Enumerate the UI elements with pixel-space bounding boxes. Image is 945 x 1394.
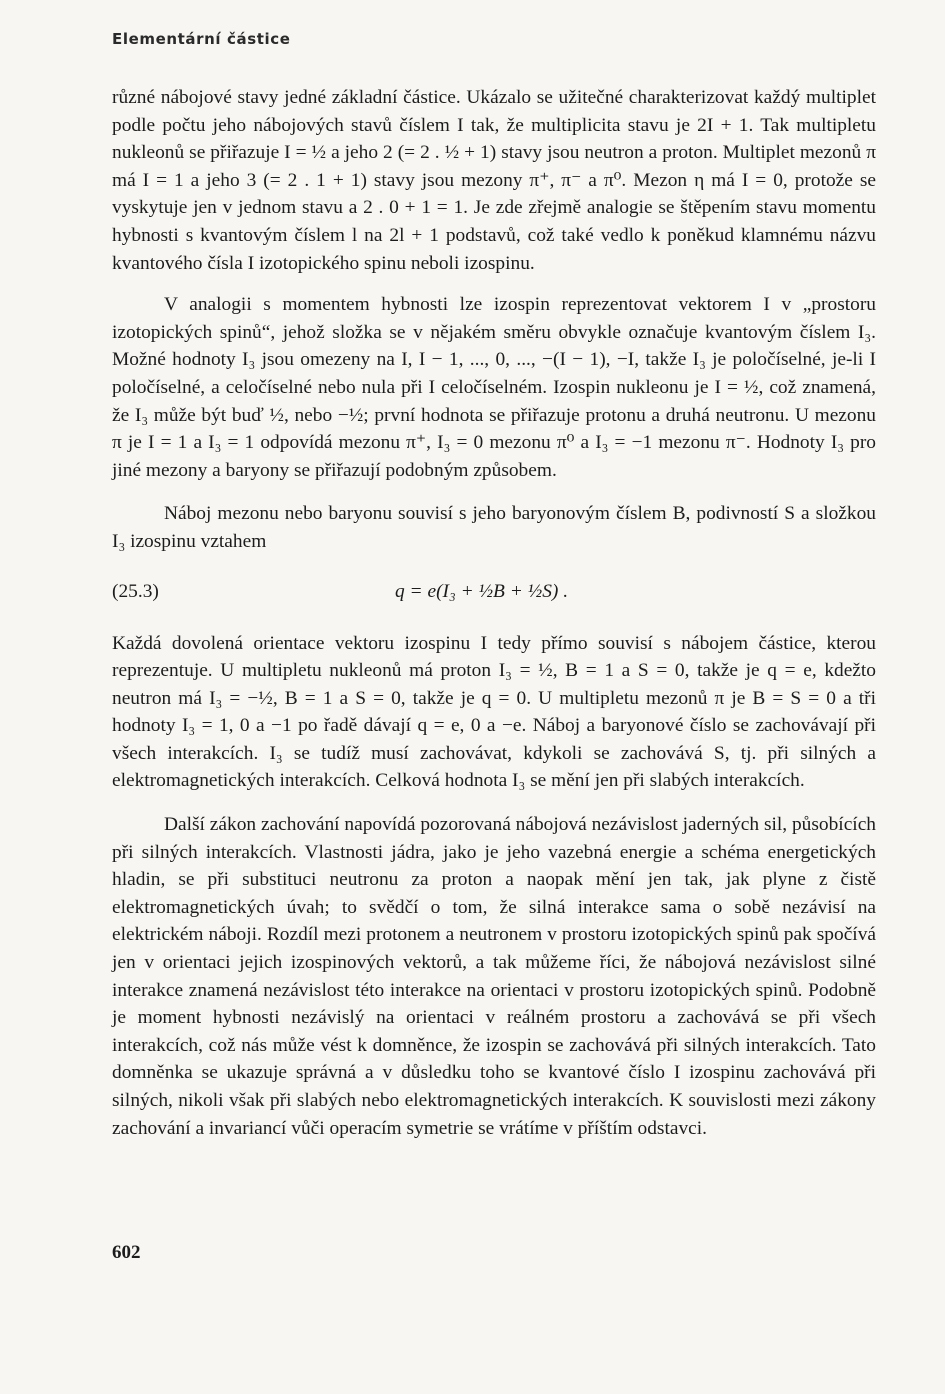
paragraph-4: Každá dovolená orientace vektoru izospinu I tedy přímo souvisí s nábojem částice, kterou reprezentuje. U multipletu nukleonů má proton I₃ = ½, B = 1 a S = 0, takže je q = e, kdežto neutron má I₃ = −½, B = 1 a S = 0, takže je q = 0. U multipletu mezonů π je B = S = 0 a tři hodnoty I₃ = 1, 0 a −1 po řadě dávají q = e, 0 a −e. Náboj a baryonové číslo se zachovávají při všech interakcích. I₃ se tudíž musí zachovávat, kdykoli se zachovává S, tj. při silných a elektromagnetických interakcích. Celková hodnota I₃ se mění jen při slabých interakcích.	[112, 632, 876, 792]
equation-formula: q = e(I₃ + ½B + ½S) .	[395, 580, 569, 602]
paragraph-2: V analogii s momentem hybnosti lze izospin reprezentovat vektorem I v „prostoru izotopických spinů“, jehož složka se v nějakém směru obvykle označuje kvantovým číslem I₃. Možné hodnoty I₃ jsou omezeny na I, I − 1, ..., 0, ..., −(I − 1), −I, takže I₃ je poločíselné, je-li I poločíselné, a celočíselné nebo nula při I celočíselném. Izospin nukleonu je I = ½, což znamená, že I₃ může být buď ½, nebo −½; první hodnota se přiřazuje protonu a druhá neutronu. U mezonu π je I = 1 a I₃ = 1 odpovídá mezonu π⁺, I₃ = 0 mezonu π⁰ a I₃ = −1 mezonu π⁻. Hodnoty I₃ pro jiné mezony a baryony se přiřazují podobným způsobem.	[112, 294, 876, 481]
paragraph-3: Náboj mezonu nebo baryonu souvisí s jeho baryonovým číslem B, podivností S a složkou I₃ izospinu vztahem	[112, 503, 876, 552]
equation-25-3	[112, 578, 876, 608]
page-number: 602	[112, 1242, 141, 1263]
body-text	[112, 84, 876, 1142]
running-head: Elementární částice	[112, 30, 291, 48]
paragraph-1: různé nábojové stavy jedné základní částice. Ukázalo se užitečné charakterizovat každý multiplet podle počtu jeho nábojových stavů číslem I tak, že multiplicita stavu je 2I + 1. Tak multipletu nukleonů se přiřazuje I = ½ a jeho 2 (= 2 . ½ + 1) stavy jsou neutron a proton. Multiplet mezonů π má I = 1 a jeho 3 (= 2 . 1 + 1) stavy jsou mezony π⁺, π⁻ a π⁰. Mezon η má I = 0, protože se vyskytuje jen v jednom stavu a 2 . 0 + 1 = 1. Je zde zřejmě analogie se štěpením stavu momentu hybnosti s kvantovým číslem l na 2l + 1 podstavů, což také vedlo k poněkud klamnému názvu kvantového čísla I izotopického spinu neboli izospinu.	[112, 87, 876, 274]
paragraph-5: Další zákon zachování napovídá pozorovaná nábojová nezávislost jaderných sil, působících při silných interakcích. Vlastnosti jádra, jako je jeho vazebná energie a schéma energetických hladin, se při substituci neutronu za proton a naopak mění jen tak, jak plyne z čistě elektromagnetických úvah; to svědčí o tom, že silná interakce sama o sobě nezávisí na elektrickém náboji. Rozdíl mezi protonem a neutronem v prostoru izotopických spinů pak spočívá jen v orientaci jejich izospinových vektorů, a tak můžeme říci, že nábojová nezávislost silné interakce znamená nezávislost této interakce na orientaci v prostoru izotopických spinů. Podobně je moment hybnosti nezávislý na orientaci v reálném prostoru a zachovává se při všech interakcích, což nás může vést k domněnce, že izospin se zachovává při silných interakcích. Tato domněnka se ukazuje správná a v důsledku toho se kvantové číslo I izospinu zachovává při silných, nikoli však při slabých nebo elektromagnetických interakcích. K souvislosti mezi zákony zachování a invariancí vůči operacím symetrie se vrátíme v příštím odstavci.	[112, 814, 876, 1139]
equation-number: (25.3)	[112, 580, 159, 602]
